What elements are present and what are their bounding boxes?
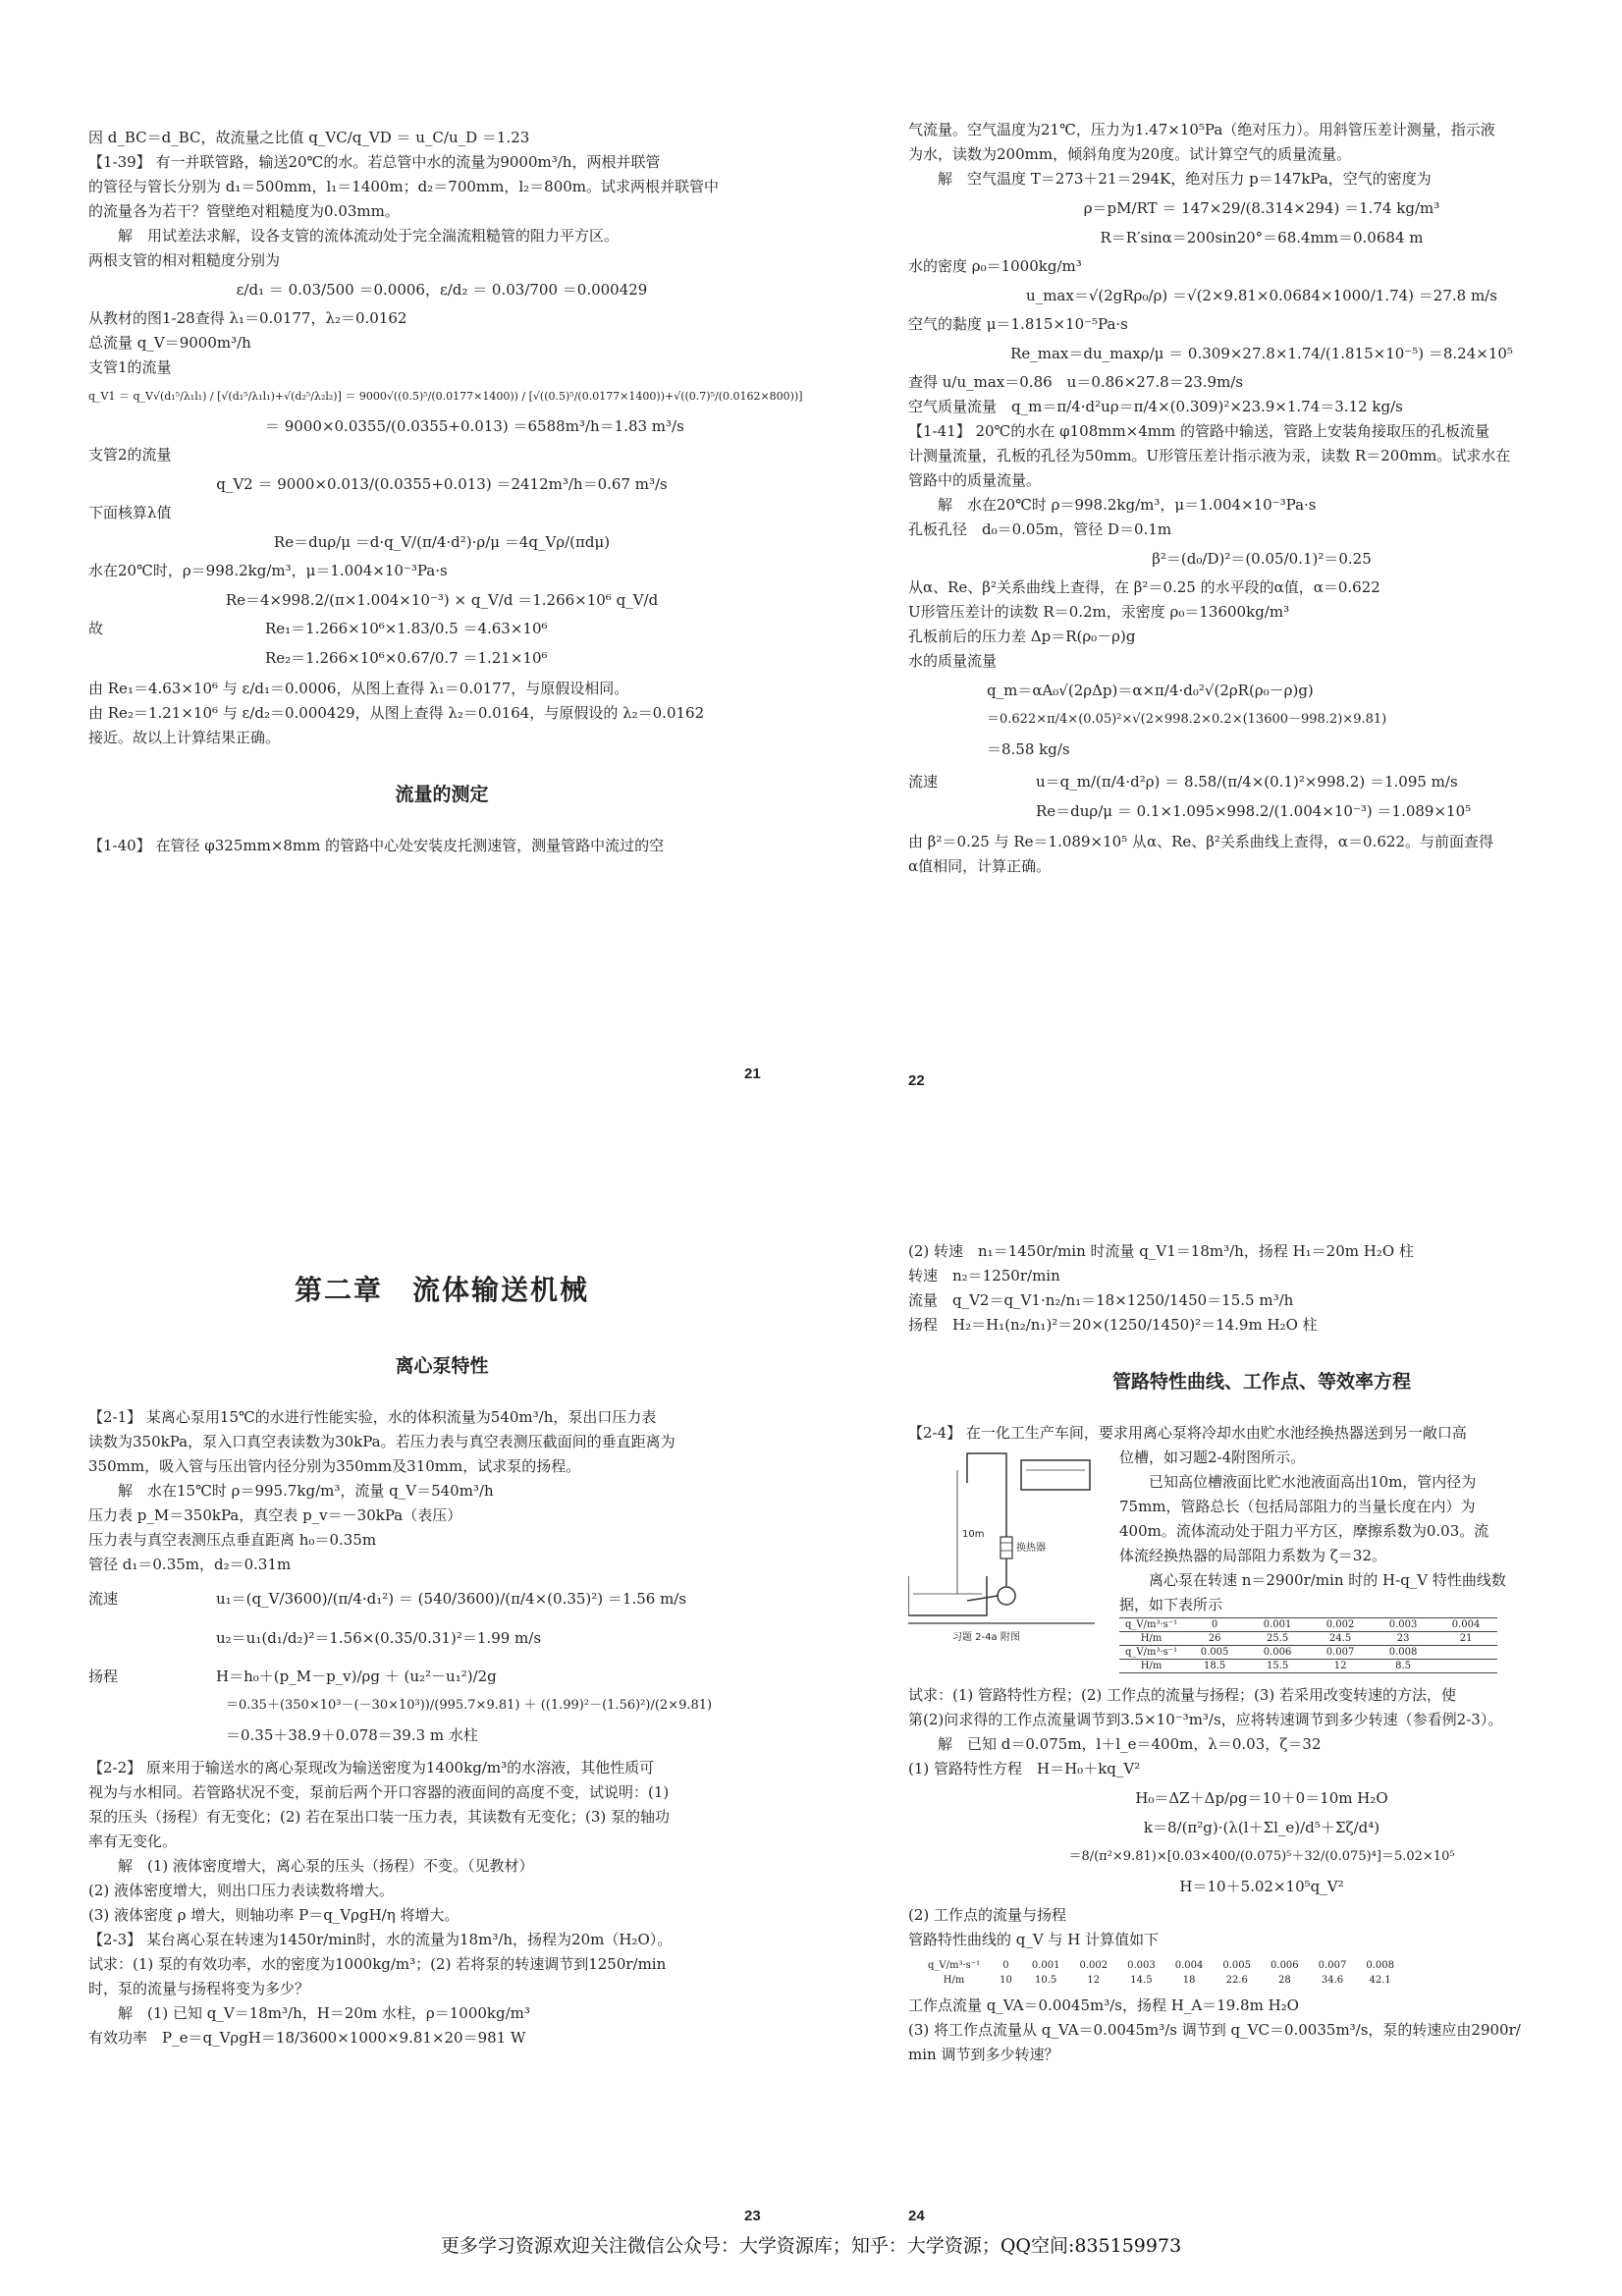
text-line: 泵的压头（扬程）有无变化；(2) 若在泵出口装一压力表，其读数有无变化；(3) 泵的轴功 [88,1808,671,1826]
text-line: 支管2的流量 [88,446,172,464]
equation: u_max＝√(2gRρ₀/ρ) ＝√(2×9.81×0.0684×1000/1.74) ＝27.8 m/s [1026,287,1497,304]
pump-system-diagram [908,1449,1105,1645]
equation: q_m＝αA₀√(2ρΔp)＝α×π/4·d₀²√(2ρR(ρ₀－ρ)g) [987,682,1314,699]
page-number: 21 [744,1066,761,1082]
table-cell: 0.001 [1031,1960,1060,1971]
table-cell: 22.6 [1225,1975,1248,1986]
text-line: 有效功率 P_e＝q_VρgH＝18/3600×1000×9.81×20＝981 W [88,2029,526,2047]
text-line: 从教材的图1-28查得 λ₁＝0.0177，λ₂＝0.0162 [88,309,407,327]
text-line: 扬程 H₂＝H₁(n₂/n₁)²＝20×(1250/1450)²＝14.9m H₂O 柱 [908,1316,1318,1334]
equation: ＝8/(π²×9.81)×[0.03×400/(0.075)⁵＋32/(0.075)⁴]＝5.02×10⁵ [1068,1849,1455,1864]
table-header: H/m [1119,1660,1183,1673]
table-cell: 21 [1434,1632,1497,1646]
equation: Re_max＝du_maxρ/μ ＝ 0.309×27.8×1.74/(1.815×10⁻⁵) ＝8.24×10⁵ [1010,345,1513,362]
text-line: 管路中的质量流量。 [908,471,1042,489]
text-line: 下面核算λ值 [88,504,172,521]
heat-exchanger-label: 换热器 [1016,1543,1046,1554]
table-cell: 42.1 [1369,1975,1391,1986]
text-line: 压力表与真空表测压点垂直距离 h₀＝0.35m [88,1531,377,1549]
table-cell: 0.003 [1127,1960,1156,1971]
text-line: 查得 u/u_max＝0.86 u＝0.86×27.8＝23.9m/s [908,373,1244,391]
text-line: 流量 q_V2＝q_V1·n₂/n₁＝18×1250/1450＝15.5 m³/h [908,1291,1294,1309]
section-heading: 流量的测定 [395,784,489,805]
problem-1-39: 【1-39】 有一并联管路，输送20℃的水。若总管中水的流量为9000m³/h，两根并联管 [88,153,661,171]
text-line: min 调节到多少转速？ [908,2046,1059,2063]
page-21 [88,126,803,858]
text-line: (2) 转速 n₁＝1450r/min 时流量 q_V1＝18m³/h，扬程 H₁＝20m H₂O 柱 [908,1242,1414,1260]
text-line: 压力表 p_M＝350kPa，真空表 p_v＝－30kPa（表压） [88,1506,462,1524]
page-23 [88,1239,795,2050]
text-line: 水的密度 ρ₀＝1000kg/m³ [908,257,1082,275]
text-line: 由 β²＝0.25 与 Re＝1.089×10⁵ 从α、Re、β²关系曲线上查得，α＝0.622。与前面查得 [908,833,1493,850]
text-line: 已知高位槽液面比贮水池液面高出10m，管内径为 [1149,1473,1477,1491]
equation: Re₂＝1.266×10⁶×0.67/0.7 ＝1.21×10⁶ [265,649,548,667]
table-cell: 25.5 [1246,1632,1309,1646]
equation: H＝10＋5.02×10⁵q_V² [1179,1878,1344,1895]
text-line: 解 (1) 液体密度增大，离心泵的压头（扬程）不变。（见教材） [118,1857,534,1875]
text-line: 解 用试差法求解，设各支管的流体流动处于完全湍流粗糙管的阻力平方区。 [118,227,620,245]
text-line: 的流量各为若干？管壁绝对粗糙度为0.03mm。 [88,202,400,220]
table-cell: 0 [1002,1960,1009,1971]
table-cell: 0.005 [1183,1646,1246,1660]
equation-row [88,1665,795,1689]
problem-2-3: 【2-3】 某台离心泵在转速为1450r/min时，水的流量为18m³/h，扬程为20m（H₂O）。 [88,1931,673,1948]
height-label: 10m [962,1529,985,1540]
text-line: 试求：(1) 管路特性方程；(2) 工作点的流量与扬程；(3) 若采用改变转速的方法，使 [908,1686,1457,1704]
text-line: (2) 工作点的流量与扬程 [908,1906,1067,1924]
text-line: 解 空气温度 T＝273＋21＝294K，绝对压力 p＝147kPa，空气的密度为 [938,170,1432,188]
text-line: 400m。流体流动处于阻力平方区，摩擦系数为0.03。流 [1119,1522,1489,1540]
table-cell: 0.005 [1222,1960,1252,1971]
table-cell: 0.002 [1079,1960,1108,1971]
problem-1-41: 【1-41】 20℃的水在 φ108mm×4mm 的管路中输送，管路上安装角接取压的孔板流量 [908,422,1490,440]
equation: Re＝4×998.2/(π×1.004×10⁻³) × q_V/d ＝1.266×10⁶ q_V/d [225,591,659,609]
text-line: 试求：(1) 泵的有效功率，水的密度为1000kg/m³；(2) 若将泵的转速调节到1250r/min [88,1955,667,1973]
table-cell: 10.5 [1035,1975,1057,1986]
page-22 [908,118,1615,879]
equation-row [908,770,1615,794]
text-line: 解 (1) 已知 q_V＝18m³/h，H＝20m 水柱，ρ＝1000kg/m³ [118,2004,530,2022]
text-line: 空气质量流量 q_m＝π/4·d²uρ＝π/4×(0.309)²×23.9×1.74＝3.12 kg/s [908,398,1403,415]
problem-2-4-block [908,1421,1615,1673]
label: 扬程 [88,1667,119,1685]
table-cell: 12 [1309,1660,1372,1673]
problem-2-1: 【2-1】 某离心泵用15℃的水进行性能实验，水的体积流量为540m³/h，泵出口压力表 [88,1408,657,1426]
text-line: 由 Re₂＝1.21×10⁶ 与 ε/d₂＝0.000429，从图上查得 λ₂＝0.0164，与原假设的 λ₂＝0.0162 [88,704,705,722]
problem-2-2: 【2-2】 原来用于输送水的离心泵现改为输送密度为1400kg/m³的水溶液，其他性质可 [88,1759,655,1777]
table-cell: 8.5 [1372,1660,1434,1673]
table-cell: 0 [1183,1618,1246,1632]
equation: k＝8/(π²g)·(λ(l＋Σl_e)/d⁵＋Σζ/d⁴) [1143,1819,1380,1836]
equation-row [88,1587,795,1612]
text-line: 视为与水相同。若管路状况不变，泵前后两个开口容器的液面间的高度不变，试说明：(1) [88,1783,670,1801]
table-header: q_V/m³·s⁻¹ [1119,1646,1183,1660]
text-line: 气流量。空气温度为21℃，压力为1.47×10⁵Pa（绝对压力）。用斜管压差计测量，指示液 [908,121,1495,138]
table-cell: 34.6 [1321,1975,1344,1986]
text-line: 率有无变化。 [88,1832,178,1850]
text-line: 第(2)问求得的工作点流量调节到3.5×10⁻³m³/s，应将转速调节到多少转速（参看例2-3）。 [908,1711,1503,1728]
table-cell: 0.008 [1372,1646,1434,1660]
text-line: 解 水在20℃时 ρ＝998.2kg/m³，μ＝1.004×10⁻³Pa·s [938,496,1317,514]
equation: Re₁＝1.266×10⁶×1.83/0.5 ＝4.63×10⁶ [265,620,548,637]
table-cell: 0.007 [1318,1960,1347,1971]
text-line: 接近。故以上计算结果正确。 [88,729,281,746]
text-line: 时，泵的流量与扬程将变为多少？ [88,1980,310,1997]
text-line: 位槽，如习题2-4附图所示。 [1119,1449,1306,1466]
table-cell: 0.004 [1434,1618,1497,1632]
text-line: 两根支管的相对粗糙度分别为 [88,251,281,269]
text-line: 管径 d₁＝0.35m，d₂＝0.31m [88,1556,292,1573]
text-line: α值相同，计算正确。 [908,857,1052,875]
page-number: 22 [908,1072,925,1089]
equation: ε/d₁ ＝ 0.03/500 ＝0.0006，ε/d₂ ＝ 0.03/700 ＝0.000429 [236,281,648,299]
page-number: 23 [744,2208,761,2224]
figure-caption: 习题 2-4a 附图 [952,1632,1020,1643]
text-line: 转速 n₂＝1250r/min [908,1267,1060,1285]
page-24 [908,1239,1615,2067]
wrapped-text [1119,1446,1615,1673]
equation: ＝ 9000×0.0355/(0.0355+0.013) ＝6588m³/h＝1.83 m³/s [265,417,684,435]
text-line: 水的质量流量 [908,652,998,670]
equation: q_V2 ＝ 9000×0.013/(0.0355+0.013) ＝2412m³/h＝0.67 m³/s [216,475,668,493]
equation: ＝0.35＋38.9＋0.078＝39.3 m 水柱 [226,1726,478,1744]
text-line: (3) 液体密度 ρ 增大，则轴功率 P＝q_VρgH/η 将增大。 [88,1906,460,1924]
table-header: H/m [1119,1632,1183,1646]
section-heading: 离心泵特性 [395,1355,489,1377]
text-line: 水在20℃时，ρ＝998.2kg/m³，μ＝1.004×10⁻³Pa·s [88,562,448,579]
chapter-title: 第二章 流体输送机械 [294,1274,589,1306]
text-line: 工作点流量 q_VA＝0.0045m³/s，扬程 H_A＝19.8m H₂O [908,1996,1299,2014]
text-line: U形管压差计的读数 R＝0.2m，汞密度 ρ₀＝13600kg/m³ [908,603,1290,621]
problem-1-40: 【1-40】 在管径 φ325mm×8mm 的管路中心处安装皮托测速管，测量管路中流过的空 [88,837,665,854]
text-line: (3) 将工作点流量从 q_VA＝0.0045m³/s 调节到 q_VC＝0.0035m³/s，泵的转速应由2900r/ [908,2021,1521,2039]
equation: H＝h₀＋(p_M－p_v)/ρg ＋ (u₂²－u₁²)/2g [216,1667,497,1685]
equation: H₀＝ΔZ＋Δp/ρg＝10＋0＝10m H₂O [1135,1789,1388,1807]
text-line: (2) 液体密度增大，则出口压力表读数将增大。 [88,1882,395,1899]
text-line: 75mm，管路总长（包括局部阻力的当量长度在内）为 [1119,1498,1476,1515]
equation: ＝8.58 kg/s [987,740,1070,758]
table-cell: 24.5 [1309,1632,1372,1646]
text-line: 体流经换热器的局部阻力系数为 ζ＝32。 [1119,1547,1386,1564]
table-cell: 18 [1182,1975,1196,1986]
table-cell: 18.5 [1183,1660,1246,1673]
equation-row [88,617,795,641]
text-line: 由 Re₁＝4.63×10⁶ 与 ε/d₁＝0.0006，从图上查得 λ₁＝0.0177，与原假设相同。 [88,680,629,697]
text-line: 离心泵在转速 n＝2900r/min 时的 H-q_V 特性曲线数 [1149,1571,1506,1589]
table-cell: 10 [1000,1975,1012,1986]
equation: β²＝(d₀/D)²＝(0.05/0.1)²＝0.25 [1152,550,1372,568]
text-line: 因 d_BC＝d_BC，故流量之比值 q_VC/q_VD ＝ u_C/u_D ＝1.23 [88,129,530,146]
table-cell: 0.006 [1271,1960,1299,1971]
equation: Re＝duρ/μ ＝d·q_V/(π/4·d²)·ρ/μ ＝4q_Vρ/(πdμ) [273,533,611,551]
table-cell: 0.007 [1309,1646,1372,1660]
text-line: 空气的黏度 μ＝1.815×10⁻⁵Pa·s [908,315,1128,333]
equation: ＝0.622×π/4×(0.05)²×√(2×998.2×0.2×(13600－998.2)×9.81) [987,712,1387,727]
text-line: 读数为350kPa，泵入口真空表读数为30kPa。若压力表与真空表测压截面间的垂直距离为 [88,1433,676,1450]
text-line: 解 水在15℃时 ρ＝995.7kg/m³，流量 q_V＝540m³/h [118,1482,494,1500]
table-cell: 0.003 [1372,1618,1434,1632]
table-cell: 0.001 [1246,1618,1309,1632]
equation: q_V1 ＝ q_V√(d₁⁵/λ₁l₁) / [√(d₁⁵/λ₁l₁)+√(d₂⁵/λ₂l₂)] ＝ 9000√((0.5)⁵/(0.0177×1400)) / [√((0.5)⁵/(0.0177×1400))+√((0.7)⁵/(0.0162×800))] [88,390,803,403]
table-header: H/m [943,1975,965,1986]
equation: u₂＝u₁(d₁/d₂)²＝1.56×(0.35/0.31)²＝1.99 m/s [216,1629,542,1647]
text-line: 的管径与管长分别为 d₁＝500mm，l₁＝1400m；d₂＝700mm，l₂＝800m。试求两根并联管中 [88,178,720,195]
figure-2-4a [908,1449,1105,1645]
text-line: 解 已知 d＝0.075m，l＋l_e＝400m，λ＝0.03，ζ＝32 [938,1735,1322,1753]
section-heading: 管路特性曲线、工作点、等效率方程 [1111,1371,1411,1393]
label: 故 [88,620,104,637]
table-cell: 15.5 [1246,1660,1309,1673]
table-header: q_V/m³·s⁻¹ [928,1960,981,1971]
text-line: 总流量 q_V＝9000m³/h [88,334,251,352]
text-line: 孔板前后的压力差 Δp＝R(ρ₀－ρ)g [908,628,1136,645]
text-line: 孔板孔径 d₀＝0.05m，管径 D＝0.1m [908,520,1172,538]
table-cell: 26 [1183,1632,1246,1646]
footer-watermark: 更多学习资源欢迎关注微信公众号：大学资源库；知乎：大学资源；QQ空间:835159973 [440,2235,1182,2257]
table-header: q_V/m³·s⁻¹ [1119,1618,1183,1632]
text-line: 从α、Re、β²关系曲线上查得，在 β²＝0.25 的水平段的α值，α＝0.622 [908,578,1380,596]
pump-curve-table [1119,1617,1497,1673]
equation: ρ＝pM/RT ＝ 147×29/(8.314×294) ＝1.74 kg/m³ [1083,199,1440,217]
label: 流速 [88,1590,119,1608]
text-line: 支管1的流量 [88,358,172,376]
table-cell: 0.004 [1174,1960,1204,1971]
text-line: (1) 管路特性方程 H＝H₀＋kq_V² [908,1760,1141,1777]
table-cell: 0.002 [1309,1618,1372,1632]
equation: u＝q_m/(π/4·d²ρ) ＝ 8.58/(π/4×(0.1)²×998.2) ＝1.095 m/s [1036,773,1458,791]
label: 流速 [908,773,939,791]
problem-2-4: 【2-4】 在一化工生产车间，要求用离心泵将冷却水由贮水池经换热器送到另一敞口高 [908,1424,1467,1442]
text-line: 据，如下表所示 [1119,1596,1223,1613]
table-cell: 0.008 [1366,1960,1394,1971]
equation: u₁＝(q_V/3600)/(π/4·d₁²) ＝ (540/3600)/(π/4×(0.35)²) ＝1.56 m/s [216,1590,687,1608]
equation: Re＝duρ/μ ＝ 0.1×1.095×998.2/(1.004×10⁻³) ＝1.089×10⁵ [1036,802,1472,820]
equation: ＝0.35＋(350×10³－(－30×10³))/(995.7×9.81) ＋ ((1.99)²－(1.56)²)/(2×9.81) [226,1698,713,1713]
table-cell: 28 [1277,1975,1291,1986]
table-cell: 12 [1087,1975,1101,1986]
text-line: 为水，读数为200mm，倾斜角度为20度。试计算空气的质量流量。 [908,145,1352,163]
text-line: 管路特性曲线的 q_V 与 H 计算值如下 [908,1931,1160,1948]
text-line: 350mm，吸入管与压出管内径分别为350mm及310mm，试求泵的扬程。 [88,1457,581,1475]
pipeline-curve-table [918,1958,1404,1988]
table-cell: 0.006 [1246,1646,1309,1660]
table-cell: 23 [1372,1632,1434,1646]
page-number: 24 [908,2208,925,2224]
equation: R＝R′sinα＝200sin20°＝68.4mm＝0.0684 m [1100,229,1424,246]
text-line: 计测量流量，孔板的孔径为50mm。U形管压差计指示液为汞，读数 R＝200mm。试求水在 [908,447,1511,465]
table-cell: 14.5 [1130,1975,1153,1986]
